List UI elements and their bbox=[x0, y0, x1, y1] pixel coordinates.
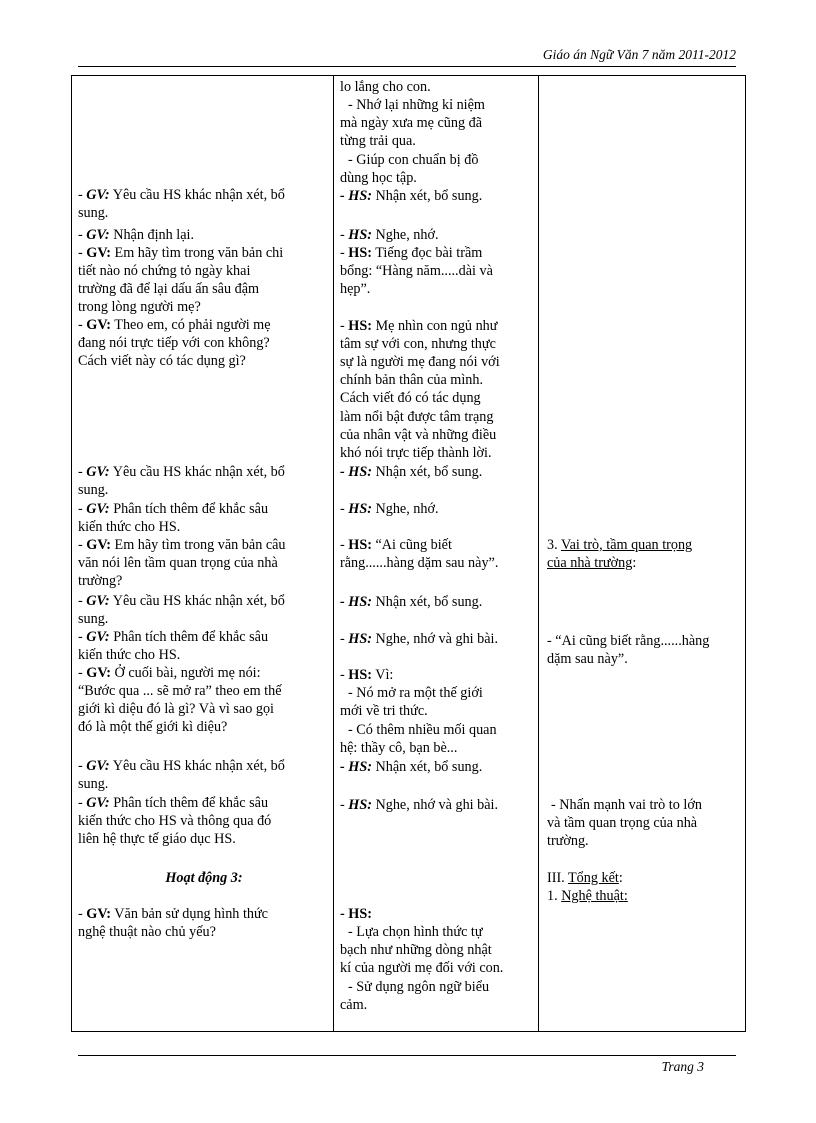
content-line: và tầm quan trọng của nhà bbox=[547, 815, 698, 831]
student-line: - HS: Nghe, nhớ và ghi bài. bbox=[340, 797, 499, 813]
teacher-line: Cách viết này có tác dụng gì? bbox=[78, 353, 246, 369]
student-line: - HS: Nghe, nhớ. bbox=[340, 501, 439, 517]
student-line: hệ: thầy cô, bạn bè... bbox=[340, 740, 458, 756]
header-divider bbox=[78, 66, 736, 67]
teacher-line: - GV: Theo em, có phải người mẹ bbox=[78, 317, 271, 333]
teacher-line: - GV: Phân tích thêm để khắc sâu bbox=[78, 795, 269, 811]
header-title: Giáo án Ngữ Văn 7 năm 2011-2012 bbox=[542, 47, 736, 62]
student-line: - HS: Nhận xét, bổ sung. bbox=[340, 188, 483, 204]
teacher-line: đó là một thế giới kì diệu? bbox=[78, 719, 228, 735]
teacher-line: - GV: Nhận định lại. bbox=[78, 227, 194, 243]
teacher-line: - GV: Yêu cầu HS khác nhận xét, bổ bbox=[78, 187, 285, 203]
teacher-line: “Bước qua ... sẽ mở ra” theo em thế bbox=[78, 683, 282, 699]
student-line: - Giúp con chuẩn bị đồ bbox=[348, 152, 479, 168]
content-line: - Nhấn mạnh vai trò to lớn bbox=[551, 797, 702, 813]
student-line: - HS: Nghe, nhớ và ghi bài. bbox=[340, 631, 499, 647]
teacher-line: - GV: Em hãy tìm trong văn bản câu bbox=[78, 537, 286, 553]
student-line: - HS: Vì: bbox=[340, 667, 394, 683]
student-line: - Sử dụng ngôn ngữ biểu bbox=[348, 979, 490, 995]
student-line: tâm sự với con, nhưng thực bbox=[340, 336, 496, 352]
teacher-line: - GV: Yêu cầu HS khác nhận xét, bổ bbox=[78, 593, 285, 609]
student-line: - Nó mở ra một thế giới bbox=[348, 685, 483, 701]
student-line: kí của người mẹ đối với con. bbox=[340, 960, 504, 976]
column-divider-2 bbox=[538, 75, 539, 1032]
student-line: bổng: “Hàng năm.....dài và bbox=[340, 263, 493, 279]
student-line: của nhân vật và những điều bbox=[340, 427, 497, 443]
student-line: - Có thêm nhiều mối quan bbox=[348, 722, 497, 738]
teacher-line: - GV: Văn bản sử dụng hình thức bbox=[78, 906, 268, 922]
student-line: - HS: Mẹ nhìn con ngủ như bbox=[340, 318, 498, 334]
teacher-line: trường? bbox=[78, 573, 123, 589]
student-line: - HS: Tiếng đọc bài trầm bbox=[340, 245, 483, 261]
teacher-line: sung. bbox=[78, 776, 109, 792]
student-line: mới về tri thức. bbox=[340, 703, 428, 719]
student-line: bạch như những dòng nhật bbox=[340, 942, 492, 958]
teacher-line: - GV: Ở cuối bài, người mẹ nói: bbox=[78, 665, 261, 681]
student-line: làm nổi bật được tâm trạng bbox=[340, 409, 494, 425]
student-line: mà ngày xưa mẹ cũng đã bbox=[340, 115, 483, 131]
student-line: dùng học tập. bbox=[340, 170, 417, 186]
student-line: - Lựa chọn hình thức tự bbox=[348, 924, 483, 940]
student-line: từng trải qua. bbox=[340, 133, 416, 149]
content-line: dặm sau này”. bbox=[547, 651, 628, 667]
teacher-line: giới kì diệu đó là gì? Và vì sao gọi bbox=[78, 701, 274, 717]
student-line: khó nói trực tiếp thành lời. bbox=[340, 445, 492, 461]
teacher-line: liên hệ thực tế giáo dục HS. bbox=[78, 831, 236, 847]
student-line: - HS: Nghe, nhớ. bbox=[340, 227, 439, 243]
teacher-line: sung. bbox=[78, 482, 109, 498]
student-line: - HS: Nhận xét, bổ sung. bbox=[340, 759, 483, 775]
student-line: Cách viết đó có tác dụng bbox=[340, 390, 481, 406]
section-heading: 1. Nghệ thuật: bbox=[547, 888, 628, 904]
student-line: - HS: bbox=[340, 906, 372, 922]
teacher-line: sung. bbox=[78, 611, 109, 627]
teacher-line: - GV: Yêu cầu HS khác nhận xét, bổ bbox=[78, 464, 285, 480]
column-divider-1 bbox=[333, 75, 334, 1032]
content-line: - “Ai cũng biết rằng......hàng bbox=[547, 633, 710, 649]
student-line: chính bản thân của mình. bbox=[340, 372, 484, 388]
teacher-line: đang nói trực tiếp với con không? bbox=[78, 335, 270, 351]
student-line: - HS: Nhận xét, bổ sung. bbox=[340, 594, 483, 610]
teacher-line: - GV: Yêu cầu HS khác nhận xét, bổ bbox=[78, 758, 285, 774]
activity-heading: Hoạt động 3: bbox=[165, 870, 243, 886]
teacher-line: - GV: Em hãy tìm trong văn bản chi bbox=[78, 245, 284, 261]
content-line: trường. bbox=[547, 833, 589, 849]
student-line: - Nhớ lại những kỉ niệm bbox=[348, 97, 485, 113]
student-line: hẹp”. bbox=[340, 281, 371, 297]
teacher-line: - GV: Phân tích thêm để khắc sâu bbox=[78, 629, 269, 645]
page-number: Trang 3 bbox=[661, 1059, 704, 1074]
student-line: sự là người mẹ đang nói với bbox=[340, 354, 500, 370]
section-heading: 3. Vai trò, tầm quan trọng bbox=[547, 537, 693, 553]
teacher-line: văn nói lên tầm quan trọng của nhà bbox=[78, 555, 278, 571]
teacher-line: tiết nào nó chứng tỏ ngày khai bbox=[78, 263, 251, 279]
student-line: - HS: Nhận xét, bổ sung. bbox=[340, 464, 483, 480]
student-line: lo lắng cho con. bbox=[340, 79, 431, 95]
teacher-line: trong lòng người mẹ? bbox=[78, 299, 201, 315]
teacher-line: nghệ thuật nào chủ yếu? bbox=[78, 924, 216, 940]
teacher-line: kiến thức cho HS và thông qua đó bbox=[78, 813, 272, 829]
teacher-line: trường đã để lại dấu ấn sâu đậm bbox=[78, 281, 260, 297]
footer-divider bbox=[78, 1055, 736, 1056]
teacher-line: sung. bbox=[78, 205, 109, 221]
teacher-line: kiến thức cho HS. bbox=[78, 647, 181, 663]
teacher-line: kiến thức cho HS. bbox=[78, 519, 181, 535]
section-heading: của nhà trường: bbox=[547, 555, 637, 571]
teacher-line: - GV: Phân tích thêm để khắc sâu bbox=[78, 501, 269, 517]
student-line: rằng......hàng dặm sau này”. bbox=[340, 555, 499, 571]
section-heading: III. Tổng kết: bbox=[547, 870, 623, 886]
student-line: cảm. bbox=[340, 997, 368, 1013]
student-line: - HS: “Ai cũng biết bbox=[340, 537, 452, 553]
